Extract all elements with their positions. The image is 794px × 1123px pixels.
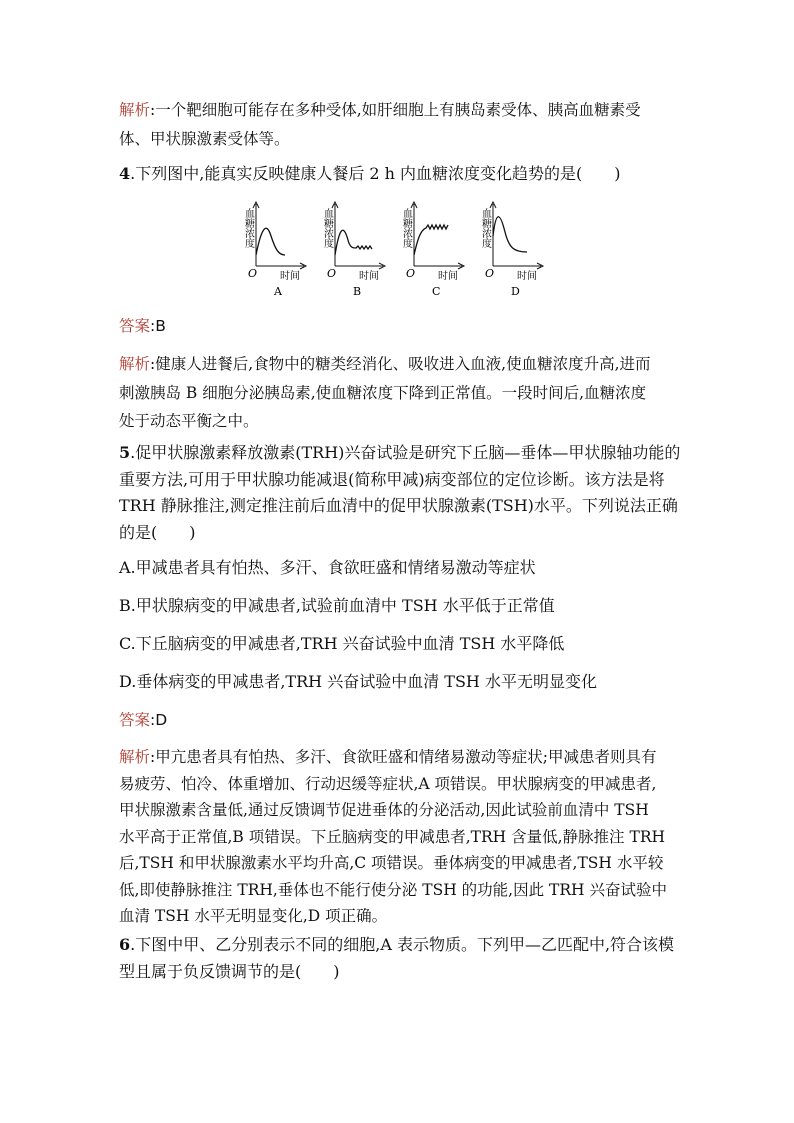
question-number: 4 bbox=[119, 164, 131, 183]
answer-value: :B bbox=[150, 317, 166, 335]
x-axis-label: 时间 bbox=[280, 271, 300, 282]
explanation-line: 水平高于正常值,B 项错误。下丘脑病变的甲减患者,TRH 含量低,静脉推注 TRH bbox=[119, 827, 666, 846]
y-axis-label: 血糖浓度 bbox=[400, 208, 412, 248]
y-axis-label: 血糖浓度 bbox=[479, 208, 491, 248]
question-line: 重要方法,可用于甲状腺功能减退(简称甲减)病变部位的定位诊断。该方法是将 bbox=[119, 469, 665, 489]
explanation-line: 血清 TSH 水平无明显变化,D 项正确。 bbox=[119, 907, 388, 925]
explanation-label: 解析 bbox=[119, 101, 151, 119]
panel-graphs bbox=[234, 200, 554, 300]
glucose-curve bbox=[256, 228, 285, 255]
glucose-curve bbox=[414, 225, 448, 255]
x-axis-label: 时间 bbox=[517, 271, 537, 282]
panel-letter: B bbox=[353, 285, 362, 298]
question-6 bbox=[119, 932, 679, 985]
question-4 bbox=[119, 160, 679, 188]
explanation-q4 bbox=[119, 350, 679, 436]
option-b: B.甲状腺病变的甲减患者,试验前血清中 TSH 水平低于正常值 bbox=[119, 596, 555, 615]
figure-panel-b bbox=[322, 202, 386, 298]
explanation-line: 刺激胰岛 B 细胞分泌胰岛素,使血糖浓度下降到正常值。一段时间后,血糖浓度 bbox=[119, 383, 647, 402]
explanation-label: 解析 bbox=[119, 748, 151, 766]
answer-label: 答案 bbox=[119, 317, 151, 335]
figure-panel-c bbox=[401, 202, 465, 298]
panel-letter: D bbox=[511, 285, 520, 298]
answer-q5 bbox=[119, 706, 679, 735]
option-d: D.垂体病变的甲减患者,TRH 兴奋试验中血清 TSH 水平无明显变化 bbox=[119, 672, 597, 691]
explanation-label: 解析 bbox=[119, 355, 151, 373]
explanation-line: 处于动态平衡之中。 bbox=[119, 412, 259, 430]
question-5 bbox=[119, 440, 679, 546]
panel-letter: A bbox=[274, 285, 282, 298]
origin-label: O bbox=[406, 267, 416, 280]
explanation-line: 体、甲状腺激素受体等。 bbox=[119, 129, 290, 148]
glucose-curve bbox=[493, 217, 527, 252]
origin-label: O bbox=[248, 267, 258, 280]
explanation-line: 解析:健康人进餐后,食物中的糖类经消化、吸收进入血液,使血糖浓度升高,进而 bbox=[119, 355, 651, 373]
question-line: TRH 静脉推注,测定推注前后血清中的促甲状腺激素(TSH)水平。下列说法正确 bbox=[119, 496, 678, 515]
explanation-line: 甲状腺激素含量低,通过反馈调节促进垂体的分泌活动,因此试验前血清中 TSH bbox=[119, 801, 649, 819]
explanation-line: 低,即使静脉推注 TRH,垂体也不能行使分泌 TSH 的功能,因此 TRH 兴奋试验中 bbox=[119, 880, 667, 899]
explanation-q5 bbox=[119, 744, 679, 930]
answer-q4 bbox=[119, 312, 679, 341]
figure-panel-d bbox=[480, 202, 544, 298]
explanation-line: 后,TSH 和甲状腺激素水平均升高,C 项错误。垂体病变的甲减患者,TSH 水平较 bbox=[119, 854, 664, 872]
question-line: 6.下图中甲、乙分别表示不同的细胞,A 表示物质。下列甲—乙匹配中,符合该模 bbox=[119, 935, 675, 954]
y-axis-label: 血糖浓度 bbox=[242, 208, 254, 248]
question-line: 型且属于负反馈调节的是( ) bbox=[119, 961, 340, 981]
figure-panel-a bbox=[243, 202, 307, 298]
answer-value: :D bbox=[150, 711, 168, 729]
answer-label: 答案 bbox=[119, 711, 151, 729]
origin-label: O bbox=[485, 267, 495, 280]
option-a: A.甲减患者具有怕热、多汗、食欲旺盛和情绪易激动等症状 bbox=[119, 558, 536, 577]
question-number: 6 bbox=[119, 935, 131, 954]
question-line: 的是( ) bbox=[119, 522, 196, 542]
explanation-line: 解析:甲亢患者具有怕热、多汗、食欲旺盛和情绪易激动等症状;甲减患者则具有 bbox=[119, 748, 657, 766]
x-axis-label: 时间 bbox=[359, 271, 379, 282]
explanation-line: 易疲劳、怕冷、体重增加、行动迟缓等症状,A 项错误。甲状腺病变的甲减患者, bbox=[119, 774, 657, 793]
option-c: C.下丘脑病变的甲减患者,TRH 兴奋试验中血清 TSH 水平降低 bbox=[119, 634, 565, 653]
panel-letter: C bbox=[432, 285, 441, 298]
question-number: 5 bbox=[119, 443, 131, 462]
x-axis-label: 时间 bbox=[438, 271, 458, 282]
question-text: .下列图中,能真实反映健康人餐后 2 h 内血糖浓度变化趋势的是( ) bbox=[130, 164, 621, 183]
question-line: 5.促甲状腺激素释放激素(TRH)兴奋试验是研究下丘脑—垂体—甲状腺轴功能的 bbox=[119, 443, 681, 462]
explanation-line: 解析:一个靶细胞可能存在多种受体,如肝细胞上有胰岛素受体、胰高血糖素受 bbox=[119, 101, 641, 119]
y-axis-label: 血糖浓度 bbox=[321, 208, 333, 248]
explanation-q3 bbox=[119, 96, 679, 153]
glucose-curve bbox=[335, 230, 372, 255]
origin-label: O bbox=[327, 267, 337, 280]
blood-glucose-figure bbox=[234, 200, 554, 300]
